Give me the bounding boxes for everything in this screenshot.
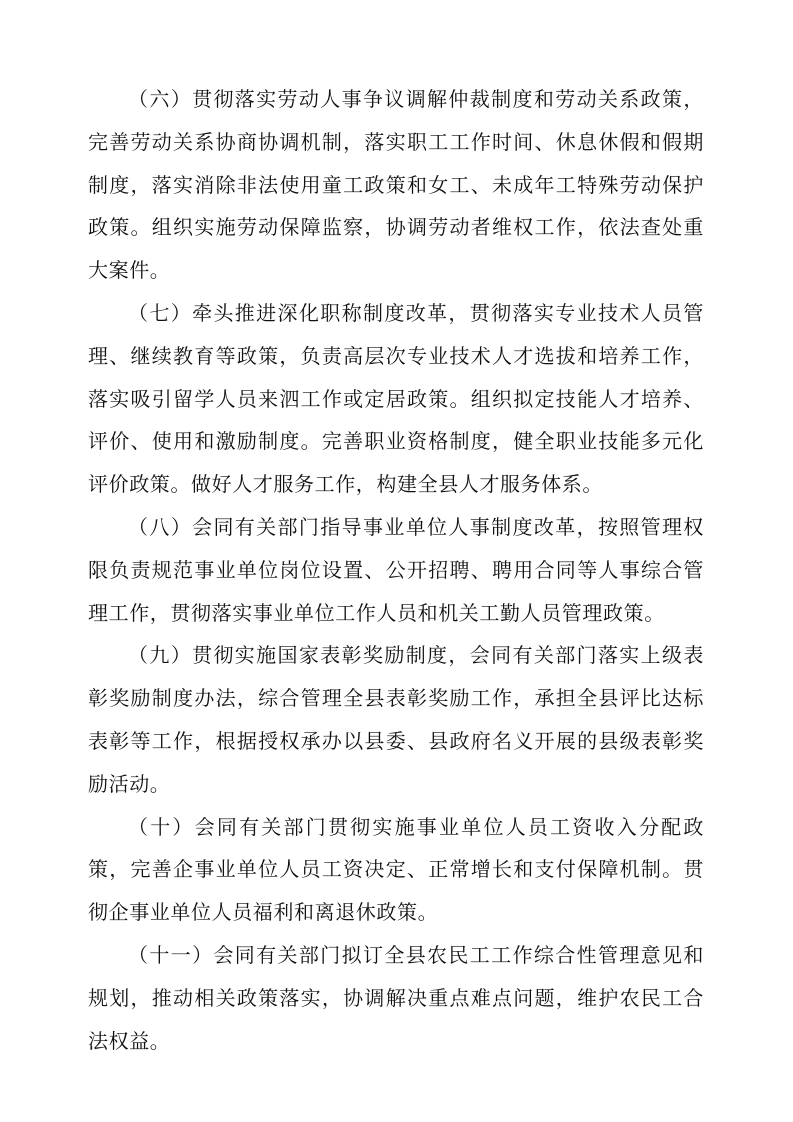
paragraph-item-10: （十）会同有关部门贯彻实施事业单位人员工资收入分配政策，完善企事业单位人员工资决定、正常增长和支付保障机制。贯彻企事业单位人员福利和离退休政策。	[88, 814, 704, 925]
paragraph-item-7: （七）牵头推进深化职称制度改革，贯彻落实专业技术人员管理、继续教育等政策，负责高层次专业技术人才选拔和培养工作，落实吸引留学人员来泗工作或定居政策。组织拟定技能人才培养、评价、使用和激励制度。完善职业资格制度，健全职业技能多元化评价政策。做好人才服务工作，构建全县人才服务体系。	[88, 300, 704, 497]
paragraph-item-9: （九）贯彻实施国家表彰奖励制度，会同有关部门落实上级表彰奖励制度办法，综合管理全县表彰奖励工作，承担全县评比达标表彰等工作，根据授权承办以县委、县政府名义开展的县级表彰奖励活动。	[88, 643, 704, 796]
paragraph-item-6: （六）贯彻落实劳动人事争议调解仲裁制度和劳动关系政策，完善劳动关系协商协调机制，落实职工工作时间、休息休假和假期制度，落实消除非法使用童工政策和女工、未成年工特殊劳动保护政策。组织实施劳动保障监察，协调劳动者维权工作，依法查处重大案件。	[88, 87, 704, 283]
paragraph-item-8: （八）会同有关部门指导事业单位人事制度改革，按照管理权限负责规范事业单位岗位设置、公开招聘、聘用合同等人事综合管理工作，贯彻落实事业单位工作人员和机关工勤人员管理政策。	[88, 514, 704, 625]
document-body	[88, 78, 704, 1062]
paragraph-item-11: （十一）会同有关部门拟订全县农民工工作综合性管理意见和规划，推动相关政策落实，协调解决重点难点问题，维护农民工合法权益。	[88, 942, 704, 1053]
